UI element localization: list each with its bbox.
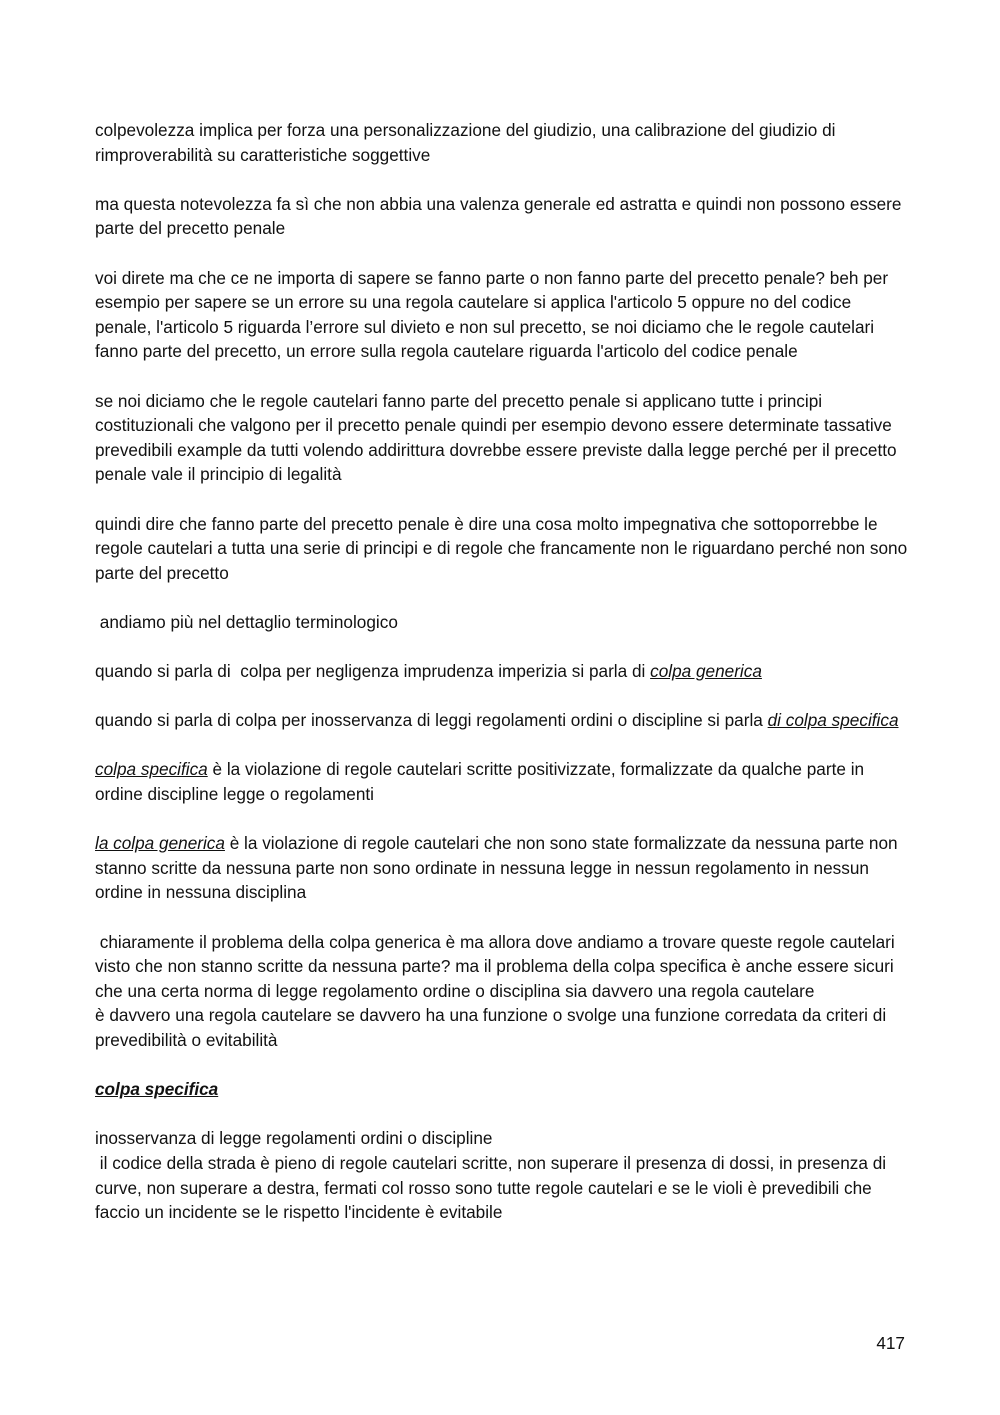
- term-colpa-generica: la colpa generica: [95, 833, 225, 854]
- term-colpa-generica: colpa generica: [650, 661, 762, 682]
- paragraph: voi direte ma che ce ne importa di sapere se fanno parte o non fanno parte del precetto penale? beh per esempio per sapere se un errore su una regola cautelare si applica l'articolo 5 oppure no del codice penale, l'articolo 5 riguarda l’errore sul divieto e non sul precetto, se noi diciamo che le regole cautelari fanno parte del precetto, un errore sulla regola cautelare riguarda l'articolo del codice penale: [95, 267, 893, 362]
- paragraph-colpa-generica-definition: [95, 659, 910, 684]
- paragraph: ma questa notevolezza fa sì che non abbia una valenza generale ed astratta e quindi non possono essere parte del precetto penale: [95, 193, 907, 239]
- paragraph-colpa-specifica-explanation: [95, 757, 910, 806]
- paragraph-line: è davvero una regola cautelare se davvero ha una funzione o svolge una funzione corredata da criteri di prevedibilità o evitabilità: [95, 1005, 891, 1050]
- section-heading: [95, 1077, 910, 1102]
- paragraph-text: quando si parla di colpa per negligenza imprudenza imperizia si parla di: [95, 661, 651, 682]
- paragraph-colpa-specifica-definition: [95, 708, 910, 733]
- term-colpa-specifica: colpa specifica: [95, 759, 208, 780]
- paragraph: andiamo più nel dettaglio terminologico: [95, 611, 398, 632]
- heading-colpa-specifica: colpa specifica: [95, 1079, 219, 1100]
- term-colpa-specifica: di colpa specifica: [767, 710, 899, 731]
- paragraph-text: è la violazione di regole cautelari scritte positivizzate, formalizzate da qualche parte in ordine discipline legge o regolamenti: [95, 759, 869, 805]
- paragraph: [95, 1126, 910, 1224]
- paragraph: se noi diciamo che le regole cautelari fanno parte del precetto penale si applicano tutte i principi costituzionali che valgono per il precetto penale quindi per esempio devono essere determinate tassative prevedibili example da tutti volendo addirittura dovrebbe essere previste dalla legge perché per il precetto penale vale il principio di legalità: [95, 390, 902, 485]
- paragraph-line: il codice della strada è pieno di regole cautelari scritte, non superare il presenza di dossi, in presenza di curve, non superare a destra, fermati col rosso sono tutte regole cautelari e se le violi è prevedibili che faccio un incidente se le rispetto l'incidente è evitabile: [95, 1152, 891, 1223]
- paragraph-text: quando si parla di colpa per inosservanza di leggi regolamenti ordini o discipline si parla: [95, 710, 768, 731]
- paragraph: quindi dire che fanno parte del precetto penale è dire una cosa molto impegnativa che sottoporrebbe le regole cautelari a tutta una serie di principi e di regole che francamente non le riguardano perché non sono parte del precetto: [95, 513, 912, 583]
- paragraph-colpa-generica-explanation: [95, 831, 910, 905]
- paragraph-line: chiaramente il problema della colpa generica è ma allora dove andiamo a trovare queste regole cautelari visto che non stanno scritte da nessuna parte? ma il problema della colpa specifica è anche essere sicuri che una certa norma di legge regolamento ordine o disciplina sia davvero una regola cautelare: [95, 931, 900, 1001]
- document-body: [95, 118, 910, 1249]
- paragraph-text: è la violazione di regole cautelari che non sono state formalizzate da nessuna parte non stanno scritte da nessuna parte non sono ordinate in nessuna legge in nessun regolamento in nessun ordine in nessuna disciplina: [95, 833, 903, 903]
- paragraph: [95, 930, 910, 1053]
- page-number: 417: [876, 1333, 905, 1353]
- paragraph-line: inosservanza di legge regolamenti ordini o discipline: [95, 1128, 493, 1149]
- paragraph: colpevolezza implica per forza una personalizzazione del giudizio, una calibrazione del giudizio di rimproverabilità su caratteristiche soggettive: [95, 120, 841, 165]
